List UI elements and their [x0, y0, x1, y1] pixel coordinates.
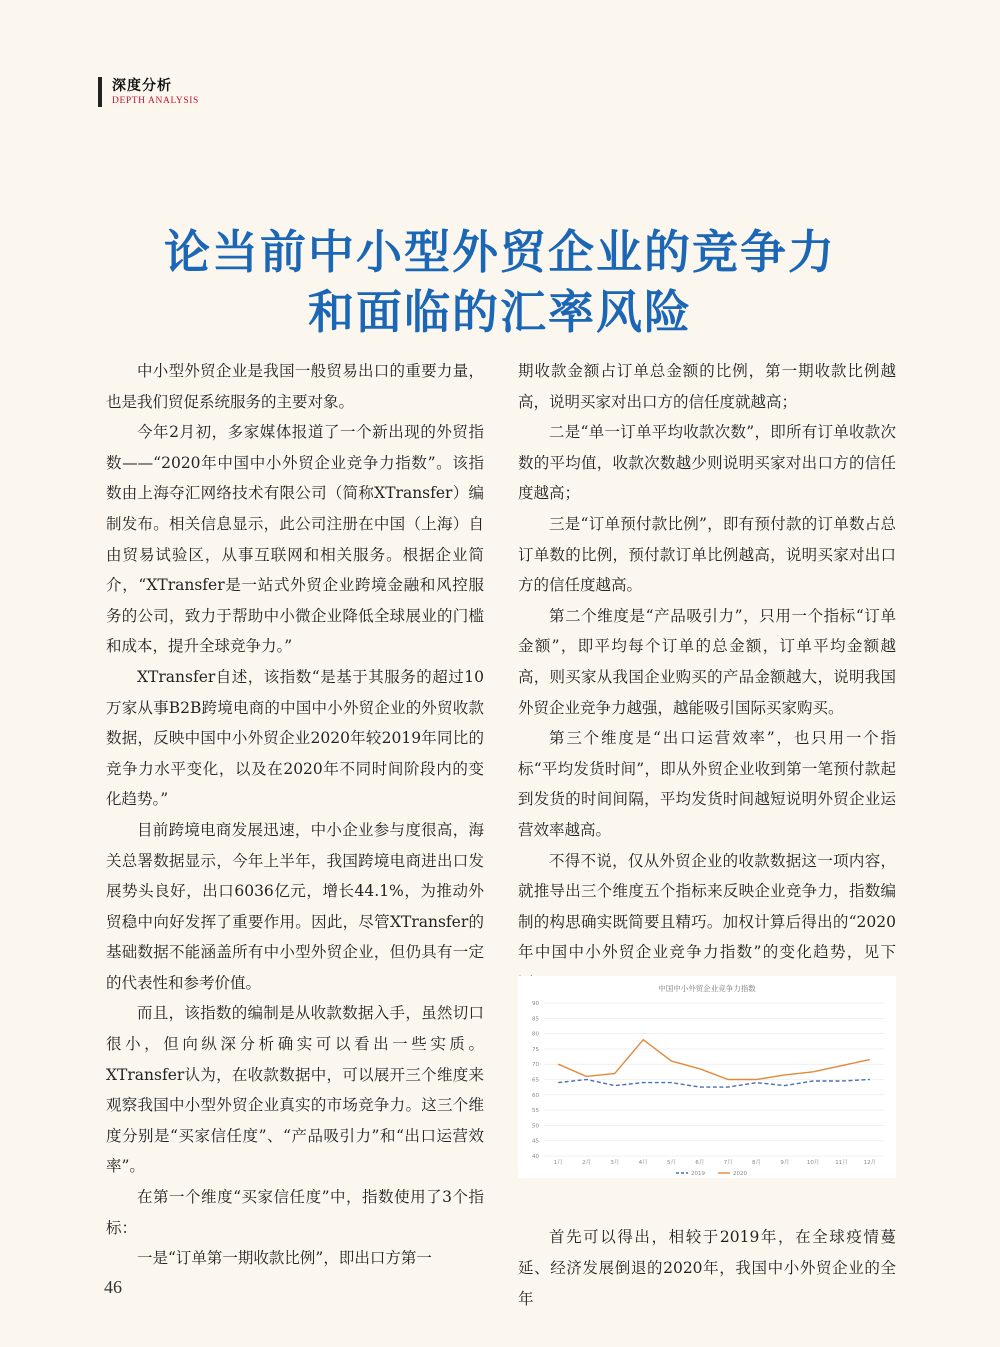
paragraph: 今年2月初，多家媒体报道了一个新出现的外贸指数——“2020年中国中小外贸企业竞争力指数”。该指数由上海夺汇网络技术有限公司（简称XTransfer）编制发布。相关信息显示，此公司注册在中国（上海）自由贸易试验区，从事互联网和相关服务。根据企业简介，“XTransfer是一站式外贸企业跨境金融和风控服务的公司，致力于帮助中小微企业降低全球展业的门槛和成本，提升全球竞争力。” [106, 423, 484, 656]
paragraph: 在第一个维度“买家信任度”中，指数使用了3个指标： [106, 1188, 484, 1237]
paragraph: XTransfer自述，该指数“是基于其服务的超过10万家从事B2B跨境电商的中国中小外贸企业的外贸收款数据，反映中国中小外贸企业2020年较2019年同比的竞争力水平变化，以及在2020年不同时间阶段内的变化趋势。” [106, 667, 484, 809]
section-header [98, 77, 199, 107]
x-tick-label: 9月 [780, 1160, 790, 1166]
y-tick-label: 75 [532, 1046, 539, 1053]
paragraph: 第三个维度是“出口运营效率”，也只用一个指标“平均发货时间”，即从外贸企业收到第一笔预付款起到发货的时间间隔，平均发货时间越短说明外贸企业运营效率越高。 [518, 729, 896, 839]
y-tick-label: 85 [532, 1016, 539, 1023]
left-column [106, 356, 484, 1274]
legend-label: 2019 [691, 1171, 705, 1177]
x-tick-label: 8月 [752, 1160, 761, 1166]
y-tick-label: 55 [532, 1108, 539, 1115]
paragraph: 中小型外贸企业是我国一般贸易出口的重要力量，也是我们贸促系统服务的主要对象。 [106, 362, 484, 411]
legend-label: 2020 [733, 1171, 747, 1177]
y-tick-label: 60 [532, 1092, 539, 1099]
x-tick-label: 12月 [863, 1160, 877, 1166]
y-tick-label: 90 [532, 1001, 539, 1007]
x-tick-label: 5月 [667, 1160, 676, 1166]
chart-background [518, 976, 896, 1178]
x-tick-label: 11月 [835, 1160, 848, 1166]
section-subtitle: DEPTH ANALYSIS [112, 96, 199, 106]
y-tick-label: 70 [532, 1062, 539, 1069]
paragraph: 三是“订单预付款比例”，即有预付款的订单数占总订单数的比例，预付款订单比例越高，说明买家对出口方的信任度越高。 [518, 514, 896, 595]
paragraph: 首先可以得出，相较于2019年，在全球疫情蔓延、经济发展倒退的2020年，我国中小外贸企业的全年 [518, 1228, 896, 1308]
section-title: 深度分析 [112, 78, 172, 94]
x-tick-label: 3月 [610, 1160, 620, 1166]
x-tick-label: 7月 [723, 1160, 733, 1166]
x-tick-label: 10月 [806, 1160, 820, 1166]
y-tick-label: 50 [532, 1123, 539, 1130]
paragraph: 二是“单一订单平均收款次数”，即所有订单收款次数的平均值，收款次数越少则说明买家对出口方的信任度越高； [518, 423, 896, 503]
page-number: 46 [104, 1277, 122, 1297]
article-title [0, 222, 1000, 342]
y-tick-label: 65 [532, 1077, 539, 1084]
x-tick-label: 6月 [695, 1160, 705, 1166]
paragraph: 期收款金额占订单总金额的比例，第一期收款比例越高，说明买家对出口方的信任度就越高； [518, 362, 896, 411]
y-tick-label: 80 [532, 1031, 539, 1038]
paragraph: 而且，该指数的编制是从收款数据入手，虽然切口很小，但向纵深分析确实可以看出一些实质。XTransfer认为，在收款数据中，可以展开三个维度来观察我国中小型外贸企业真实的市场竞争力。这三个维度分别是“买家信任度”、“产品吸引力”和“出口运营效率”。 [106, 1004, 484, 1176]
title-line-1: 论当前中小型外贸企业的竞争力 [164, 225, 836, 279]
competitiveness-index-chart [518, 976, 896, 1178]
title-line-2: 和面临的汇率风险 [308, 285, 692, 339]
x-tick-label: 4月 [638, 1160, 648, 1166]
y-tick-label: 45 [532, 1138, 539, 1145]
paragraph: 一是“订单第一期收款比例”，即出口方第一 [137, 1249, 432, 1268]
y-tick-label: 40 [532, 1154, 539, 1160]
chart-title: 中国中小外贸企业竞争力指数 [658, 984, 756, 993]
x-tick-label: 1月 [553, 1160, 563, 1166]
paragraph: 目前跨境电商发展迅速，中小企业参与度很高，海关总署数据显示，今年上半年，我国跨境电商进出口发展势头良好，出口6036亿元，增长44.1%，为推动外贸稳中向好发挥了重要作用。因此，尽管XTransfer的基础数据不能涵盖所有中小型外贸企业，但仍具有一定的代表性和参考价值。 [106, 820, 484, 992]
x-tick-label: 2月 [582, 1160, 591, 1166]
paragraph: 不得不说，仅从外贸企业的收款数据这一项内容，就推导出三个维度五个指标来反映企业竞争力，指数编制的构思确实既简要且精巧。加权计算后得出的“2020年中国中小外贸企业竞争力指数”的变化趋势，见下 [518, 851, 896, 962]
paragraph: 第二个维度是“产品吸引力”，只用一个指标“订单金额”，即平均每个订单的总金额，订单平均金额越高，则买家从我国企业购买的产品金额越大，说明我国外贸企业竞争力越强，越能吸引国际买家购买。 [518, 606, 896, 717]
